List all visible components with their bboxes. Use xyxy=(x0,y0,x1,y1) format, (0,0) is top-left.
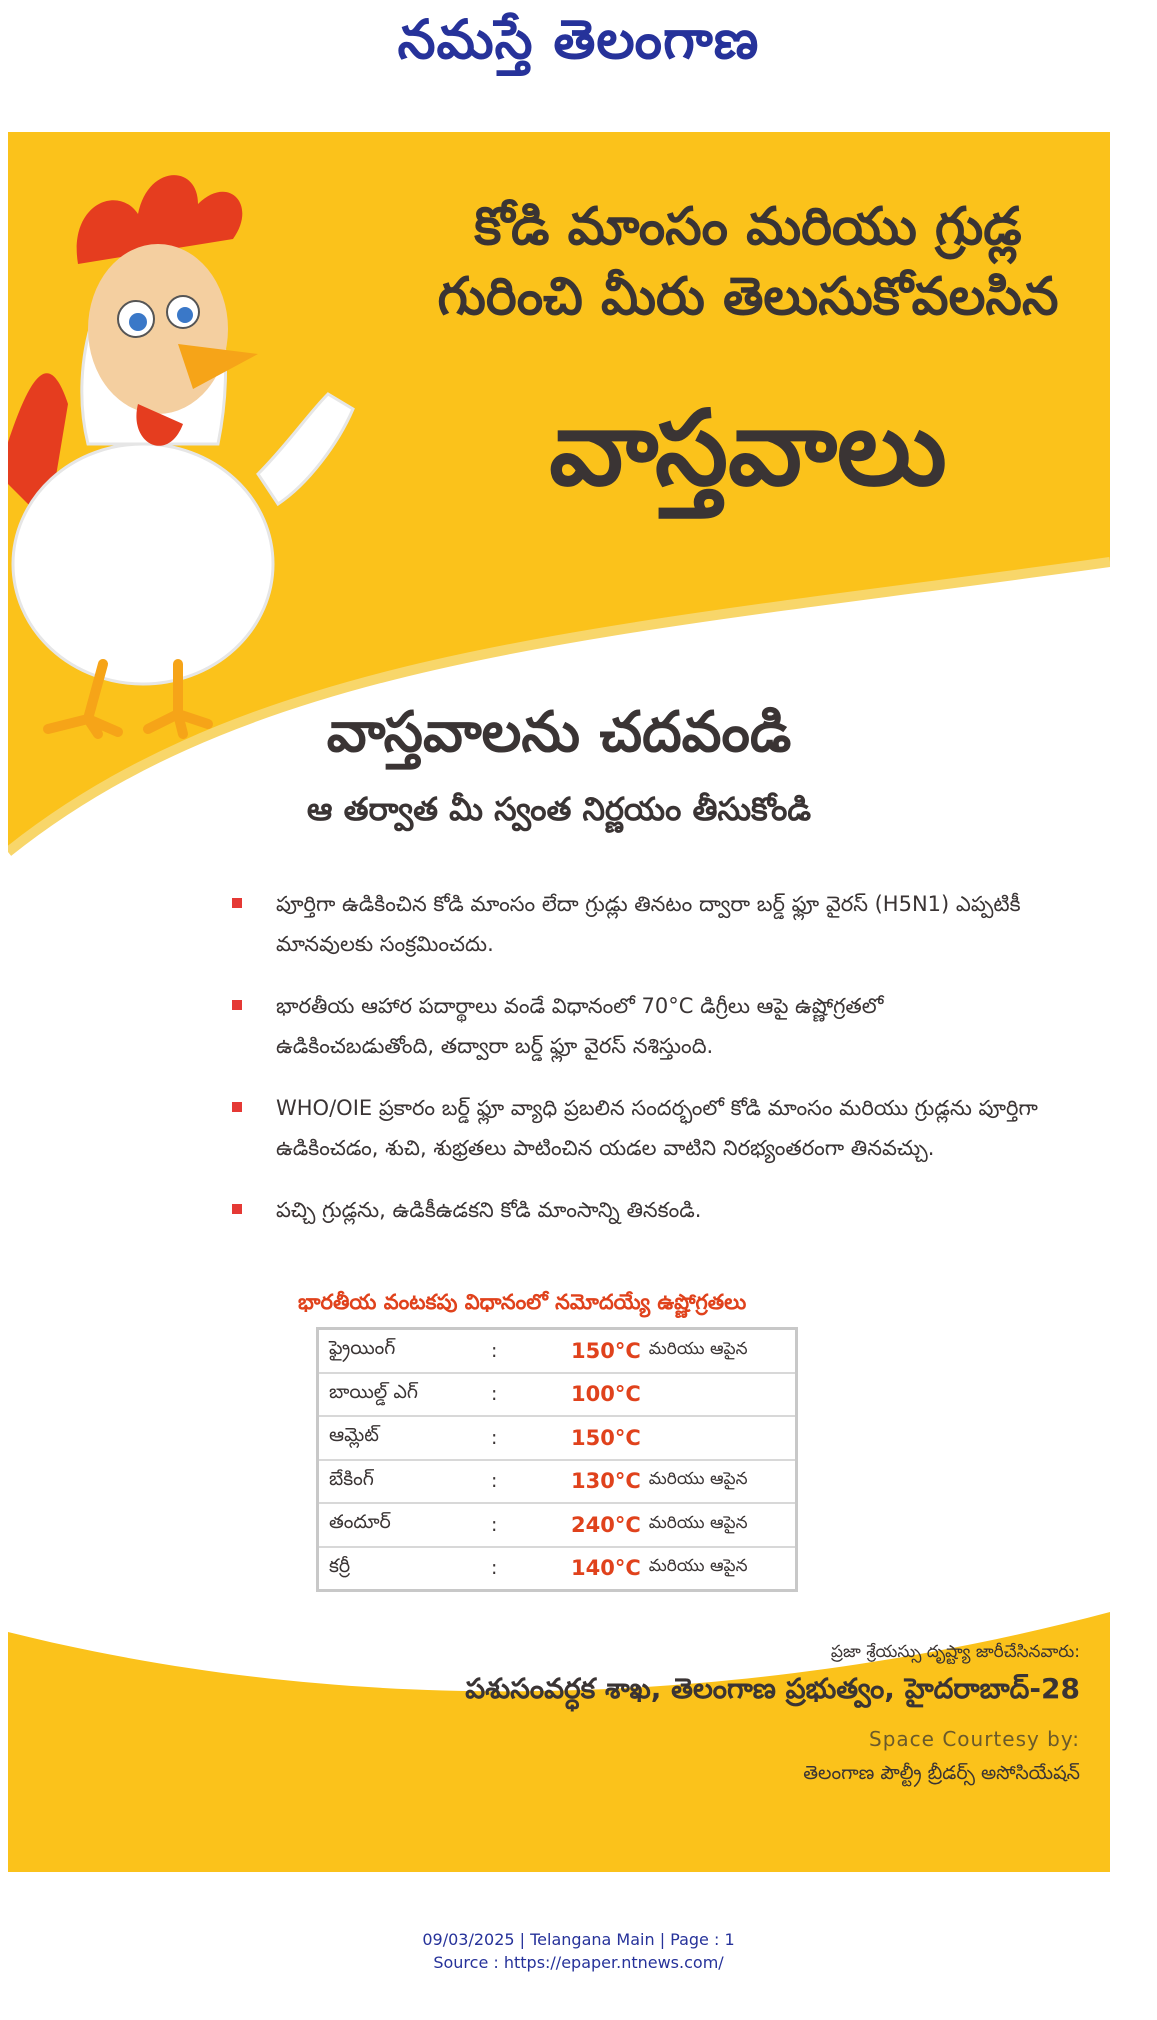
separator: : xyxy=(491,1339,498,1362)
table-row xyxy=(319,1548,795,1590)
headline-line-2: గురించి మీరు తెలుసుకోవలసిన xyxy=(437,267,1059,328)
issuer-label: ప్రజా శ్రేయస్సు దృష్ట్యా జారీచేసినవారు: xyxy=(830,1642,1080,1662)
cooking-method: తందూర్ xyxy=(329,1511,391,1534)
space-courtesy-label: Space Courtesy by: xyxy=(869,1727,1080,1751)
temperature-note: మరియు ఆపైన xyxy=(648,1338,748,1359)
temperature-note: మరియు ఆపైన xyxy=(648,1469,748,1490)
temperature-note: మరియు ఆపైన xyxy=(648,1512,748,1533)
cooking-method: బాయిల్డ్ ఎగ్ xyxy=(329,1380,418,1403)
cooking-method: బేకింగ్ xyxy=(329,1467,374,1490)
temperature-value: 140°C xyxy=(571,1556,641,1581)
fact-item: భారతీయ ఆహార పదార్థాలు వండే విధానంలో 70°C డిగ్రీలు ఆపై ఉష్ణోగ్రతలో ఉడికించబడుతోంది, తద్వారా బర్డ్ ఫ్లూ వైరస్ నశిస్తుంది. xyxy=(276,986,1046,1066)
temperature-value: 150°C xyxy=(571,1338,641,1363)
page-footer-source: Source : https://epaper.ntnews.com/ xyxy=(433,1953,724,1972)
bullet-square-icon xyxy=(232,1102,242,1112)
table-row xyxy=(319,1504,795,1548)
temperature-value: 130°C xyxy=(571,1469,641,1494)
separator: : xyxy=(491,1470,498,1493)
bullet-square-icon xyxy=(232,1204,242,1214)
cooking-method: ఆమ్లెట్ xyxy=(329,1424,379,1447)
temperature-table-title: భారతీయ వంటకపు విధానంలో నమోదయ్యే ఉష్ణోగ్రతలు xyxy=(298,1290,747,1314)
headline-line-1: కోడి మాంసం మరియు గ్రుడ్ల xyxy=(474,197,1022,257)
bullet-square-icon xyxy=(232,898,242,908)
table-row xyxy=(319,1374,795,1418)
headline xyxy=(428,192,1068,332)
temperature-note: మరియు ఆపైన xyxy=(648,1556,748,1577)
fact-list xyxy=(276,884,1046,1252)
temperature-value: 100°C xyxy=(571,1382,641,1407)
cooking-method: ఫ్రైయింగ్ xyxy=(329,1337,396,1360)
separator: : xyxy=(491,1383,498,1406)
issuer-name: పశుసంవర్ధక శాఖ, తెలంగాణ ప్రభుత్వం, హైదరాబాద్-28 xyxy=(465,1672,1080,1705)
page-footer-date-edition: 09/03/2025 | Telangana Main | Page : 1 xyxy=(422,1930,735,1949)
fact-item: WHO/OIE ప్రకారం బర్డ్ ఫ్లూ వ్యాధి ప్రబలిన సందర్భంలో కోడి మాంసం మరియు గ్రుడ్లను పూర్తిగా ఉడికించడం, శుచి, శుభ్రతలు పాటించిన యడల వాటిని నిరభ్యంతరంగా తినవచ్చు. xyxy=(276,1088,1046,1168)
newspaper-masthead: నమస్తే తెలంగాణ xyxy=(397,8,760,71)
table-row xyxy=(319,1330,795,1374)
subheading-read-facts: వాస్తవాలను చదవండి xyxy=(326,700,792,765)
fact-item: పూర్తిగా ఉడికించిన కోడి మాంసం లేదా గ్రుడ్లు తినటం ద్వారా బర్డ్ ఫ్లూ వైరస్ (H5N1) ఎప్పటికీ మానవులకు సంక్రమించదు. xyxy=(276,884,1046,964)
courtesy-organization: తెలంగాణ పౌల్ట్రీ బ్రీడర్స్ అసోసియేషన్ xyxy=(803,1762,1080,1784)
rooster-mascot-image xyxy=(8,144,428,744)
cooking-method: కర్రీ xyxy=(329,1554,351,1577)
separator: : xyxy=(491,1513,498,1536)
fact-item: పచ్చి గ్రుడ్లను, ఉడికీఉడకని కోడి మాంసాన్ని తినకండి. xyxy=(276,1190,1046,1230)
temperature-value: 150°C xyxy=(571,1425,641,1450)
subheading-decide: ఆ తర్వాత మీ స్వంత నిర్ణయం తీసుకోండి xyxy=(306,790,812,828)
temperature-table xyxy=(316,1327,798,1592)
table-row xyxy=(319,1461,795,1505)
table-row xyxy=(319,1417,795,1461)
separator: : xyxy=(491,1557,498,1580)
headline-facts: వాస్తవాలు xyxy=(549,387,947,509)
temperature-value: 240°C xyxy=(571,1512,641,1537)
bullet-square-icon xyxy=(232,1000,242,1010)
advertisement xyxy=(8,132,1110,1872)
separator: : xyxy=(491,1426,498,1449)
